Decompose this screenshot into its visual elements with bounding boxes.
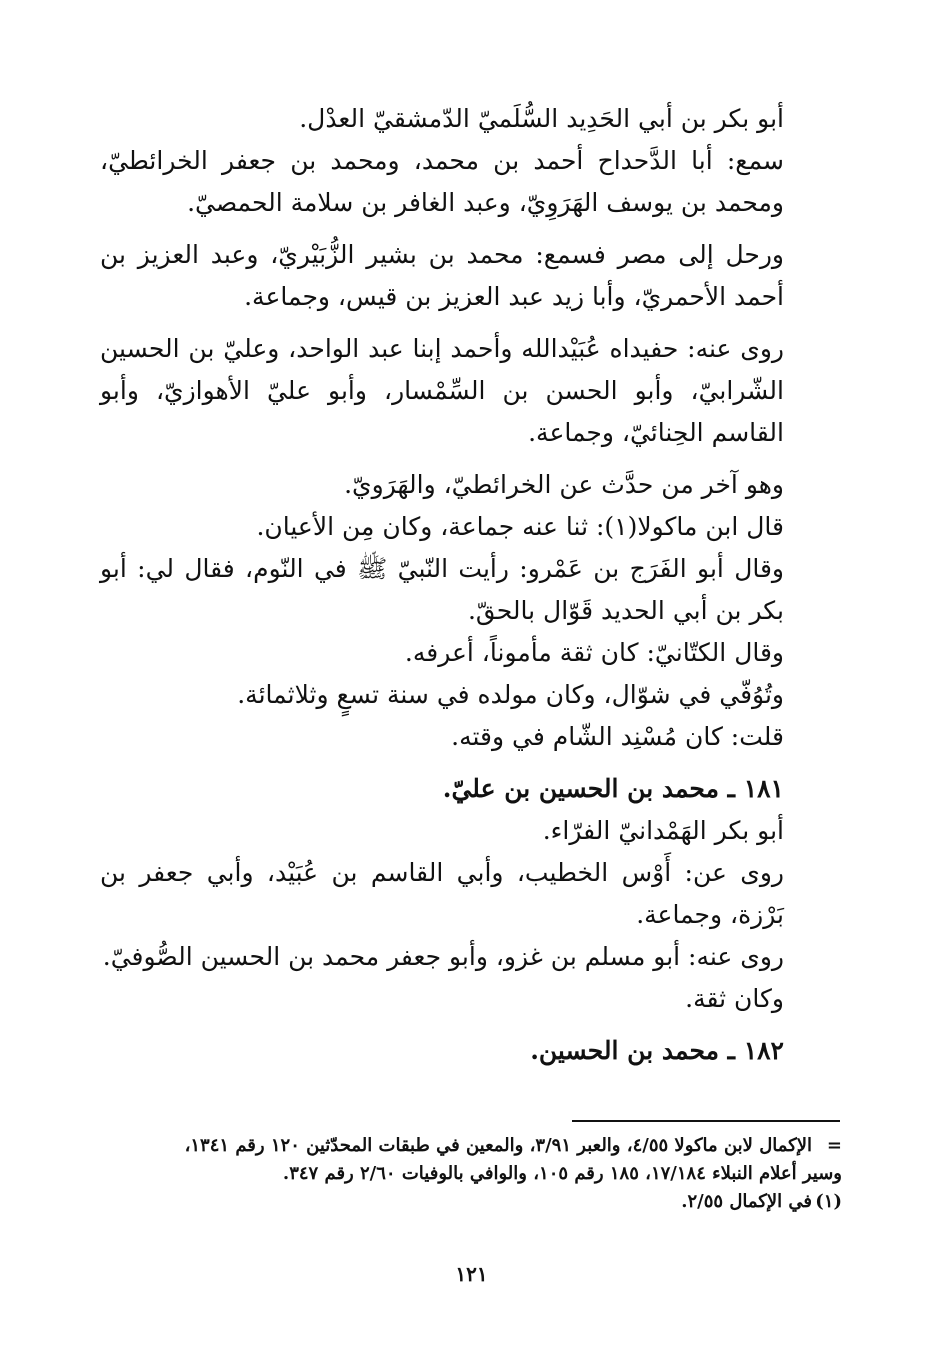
footnote-divider	[572, 1120, 840, 1122]
footnote-continuation-line1: الإكمال لابن ماكولا ٤/٥٥، والعبر ٣/٩١، والمعين في طبقات المحدّثين ١٢٠ رقم ١٣٤١،	[184, 1135, 812, 1156]
entry-180-dream: وقال أبو الفَرَج بن عَمْرو: رأيت النّبيّ ﷺ في النّوم، فقال لي: أبو بكر بن أبي الحديد قَوّال بالحقّ.	[100, 554, 784, 625]
footnote-continuation-mark: =	[826, 1135, 842, 1156]
footnotes	[100, 1132, 842, 1216]
footnote-continuation-line2: وسير أعلام النبلاء ١٧/١٨٤، ١٨٥ رقم ١٠٥، والوافي بالوفيات ٢/٦٠ رقم ٣٤٧.	[282, 1163, 842, 1184]
page-number: ١٢١	[455, 1262, 488, 1286]
entry-180-kattani: وقال الكتّانيّ: كان ثقة مأموناً، أعرفه.	[404, 638, 784, 667]
entry-180-kunya: أبو بكر بن أبي الحَدِيد السُّلَميّ الدّمشقيّ العدْل.	[299, 104, 784, 133]
footnote-1-text: في الإكمال ٢/٥٥.	[681, 1191, 812, 1212]
entry-181-heading: ١٨١ ـ محمد بن الحسين بن عليّ.	[442, 774, 784, 803]
entry-181-thiqa: وكان ثقة.	[685, 984, 784, 1013]
footnote-1	[100, 1188, 842, 1216]
entry-180-ibn-makula: قال ابن ماكولا(١): ثنا عنه جماعة، وكان مِن الأعيان.	[256, 512, 784, 541]
entry-182-heading: ١٨٢ ـ محمد بن الحسين.	[530, 1036, 784, 1065]
footnote-continuation	[100, 1132, 842, 1160]
main-text	[100, 98, 840, 1072]
entry-180-travel: ورحل إلى مصر فسمع: محمد بن بشير الزُّبَيْريّ، وعبد العزيز بن أحمد الأحمريّ، وأبا زيد عبد العزيز بن قيس، وجماعة.	[100, 240, 784, 311]
entry-181-rawa-an: روى عن: أَوْس الخطيب، وأبي القاسم بن عُبَيْد، وأبي جعفر بن بَرْزة، وجماعة.	[100, 858, 784, 929]
entry-180-narrators: روى عنه: حفيداه عُبَيْدالله وأحمد إبنا عبد الواحد، وعليّ بن الحسين الشّرابيّ، وأبو الحسن بن السِّمْسار، وأبو عليّ الأهوازيّ، وأبو القاسم الحِنائيّ، وجماعة.	[100, 334, 784, 447]
footnote-1-mark: (١)	[815, 1191, 842, 1212]
entry-181-narrators: روى عنه: أبو مسلم بن غزو، وأبو جعفر محمد بن الحسين الصُّوفيّ.	[102, 942, 784, 971]
entry-180-sami: سمع: أبا الدَّحداح أحمد بن محمد، ومحمد بن جعفر الخرائطيّ، ومحمد بن يوسف الهَرَوِيّ، وعبد الغافر بن سلامة الحمصيّ.	[100, 146, 784, 217]
entry-180-last: وهو آخر من حدَّث عن الخرائطيّ، والهَرَويّ.	[344, 470, 784, 499]
entry-180-note: قلت: كان مُسْنِد الشّام في وقته.	[451, 722, 784, 751]
entry-180-death: وتُوُفّي في شوّال، وكان مولده في سنة تسعٍ وثلاثمائة.	[237, 680, 784, 709]
entry-181-kunya: أبو بكر الهَمْدانيّ الفرّاء.	[542, 816, 784, 845]
